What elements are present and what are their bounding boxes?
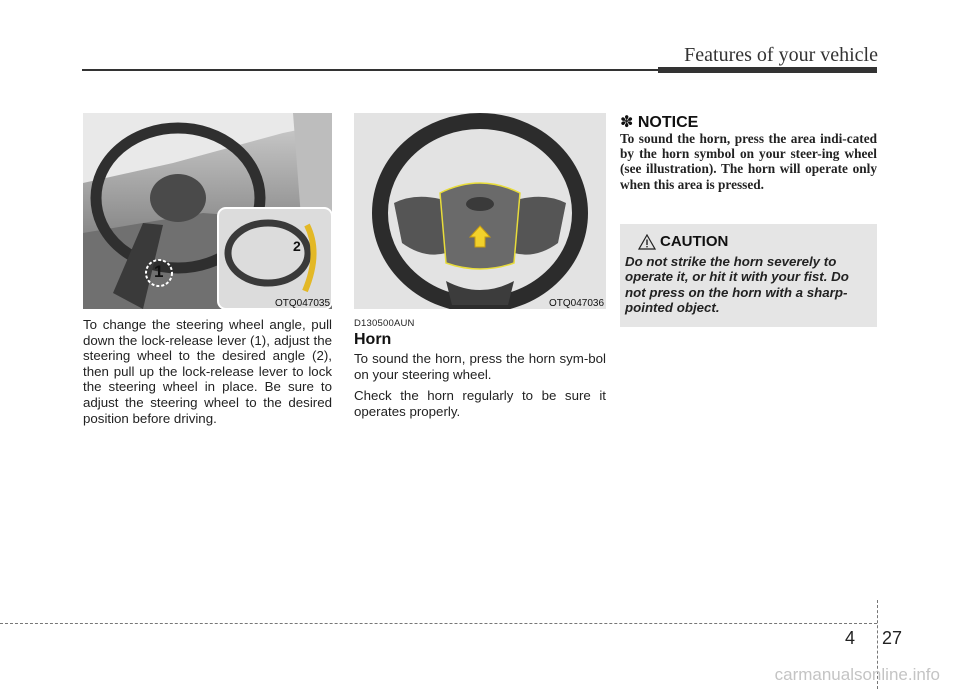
- warning-triangle-icon: [638, 234, 656, 250]
- steering-adjust-photo: [83, 113, 332, 309]
- figure-code-left: OTQ047035: [275, 298, 331, 309]
- notice-text: To sound the horn, press the area indi-cated by the horn symbol on your steer-ing wheel (see illustration). The horn will operate only when this area is pressed.: [620, 131, 877, 192]
- chapter-number: 4: [845, 628, 856, 648]
- watermark: carmanualsonline.info: [774, 665, 940, 684]
- running-header-title: Features of your vehicle: [684, 44, 878, 66]
- page-number: 27: [882, 628, 903, 648]
- notice-title: NOTICE: [637, 114, 699, 131]
- caution-text: Do not strike the horn severely to operate it, or hit it with your fist. Do not press on the horn with a sharp-pointed object.: [625, 254, 849, 316]
- horn-wheel-photo: [354, 113, 606, 309]
- figure-code-middle: OTQ047036: [549, 298, 605, 309]
- horn-paragraph-2: Check the horn regularly to be sure it operates properly.: [354, 388, 606, 419]
- steering-adjust-illustration: [83, 113, 332, 309]
- callout-lever-1: 1: [154, 262, 164, 281]
- caution-title: CAUTION: [660, 233, 729, 250]
- footer-rule: [0, 623, 877, 624]
- steering-adjust-paragraph: To change the steering wheel angle, pull down the lock-release lever (1), adjust the steering wheel to the desired angle (2), then pull up the lock-release lever to lock the steering wheel in place. Be sure to adjust the steering wheel to the desired position before driving.: [83, 317, 332, 426]
- horn-paragraph-1: To sound the horn, press the horn sym-bol on your steering wheel.: [354, 351, 606, 382]
- callout-wheel-2: 2: [293, 238, 301, 254]
- horn-section-title: Horn: [354, 331, 392, 348]
- horn-wheel-illustration: [354, 113, 606, 309]
- header-rule-accent: [658, 67, 877, 73]
- notice-symbol-icon: ✽: [620, 114, 634, 131]
- horn-doc-code: D130500AUN: [354, 318, 415, 329]
- notice-heading: [620, 112, 698, 132]
